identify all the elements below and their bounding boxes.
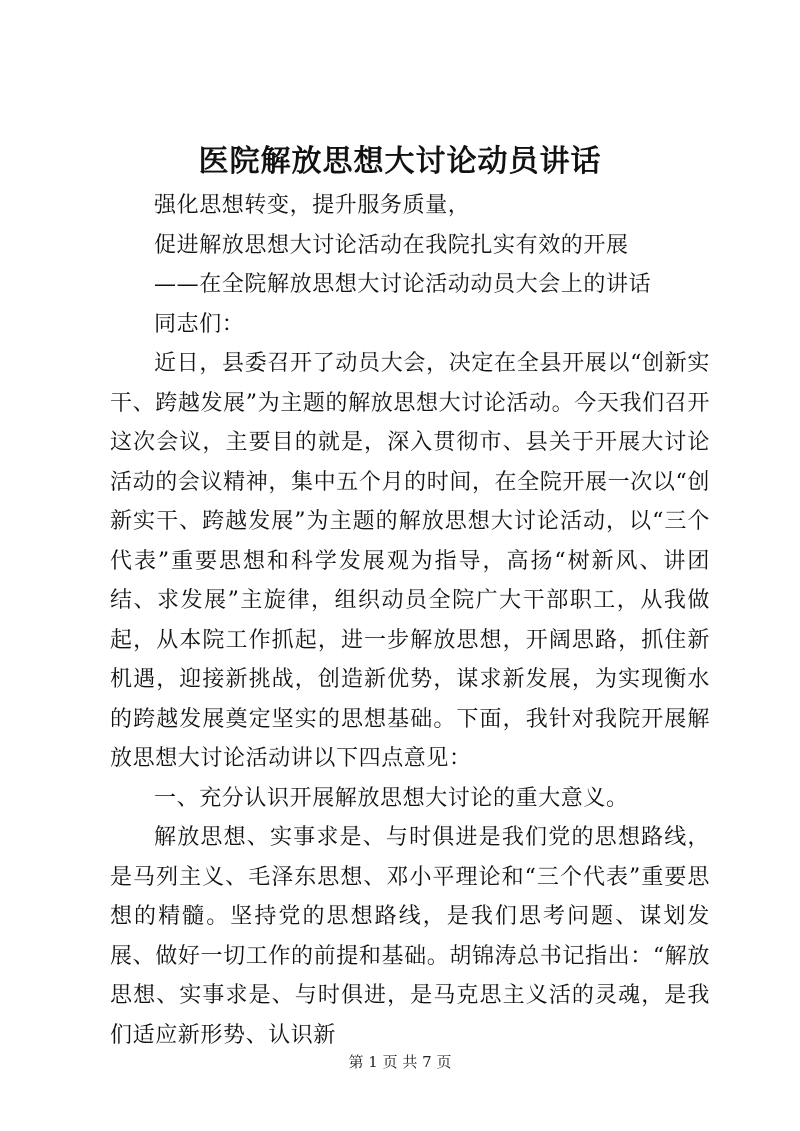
subtitle-line-2: 促进解放思想大讨论活动在我院扎实有效的开展	[154, 232, 629, 258]
page-number-footer: 第 1 页 共 7 页	[348, 1053, 452, 1071]
subtitle-line-3: ——在全院解放思想大讨论活动动员大会上的讲话	[154, 272, 652, 297]
subtitle-line-1: 强化思想转变，提升服务质量，	[154, 193, 471, 218]
document-title: 医院解放思想大讨论动员讲话	[198, 144, 602, 179]
salutation: 同志们：	[154, 311, 245, 337]
document-body	[110, 186, 710, 1055]
paragraph-section-1: 解放思想、实事求是、与时俱进是我们党的思想路线，是马列主义、毛泽东思想、邓小平理论和“三个代表”重要思想的精髓。坚持党的思想路线，是我们思考问题、谋划发展、做好一切工作的前提和基础。胡锦涛总书记指出：“解放思想、实事求是、与时俱进，是马克思主义活的灵魂，是我们适应新形势、认识新	[110, 825, 710, 1048]
section-heading-1: 一、充分认识开展解放思想大讨论的重大意义。	[154, 785, 629, 811]
paragraph-intro: 近日，县委召开了动员大会，决定在全县开展以“创新实干、跨越发展”为主题的解放思想大讨论活动。今天我们召开这次会议，主要目的就是，深入贯彻市、县关于开展大讨论活动的会议精神，集中五个月的时间，在全院开展一次以“创新实干、跨越发展”为主题的解放思想大讨论活动，以“三个代表”重要思想和科学发展观为指导，高扬“树新风、讲团结、求发展”主旋律，组织动员全院广大干部职工，从我做起，从本院工作抓起，进一步解放思想，开阔思路，抓住新机遇，迎接新挑战，创造新优势，谋求新发展，为实现衡水的跨越发展奠定坚实的思想基础。下面，我针对我院开展解放思想大讨论活动讲以下四点意见：	[110, 351, 710, 771]
